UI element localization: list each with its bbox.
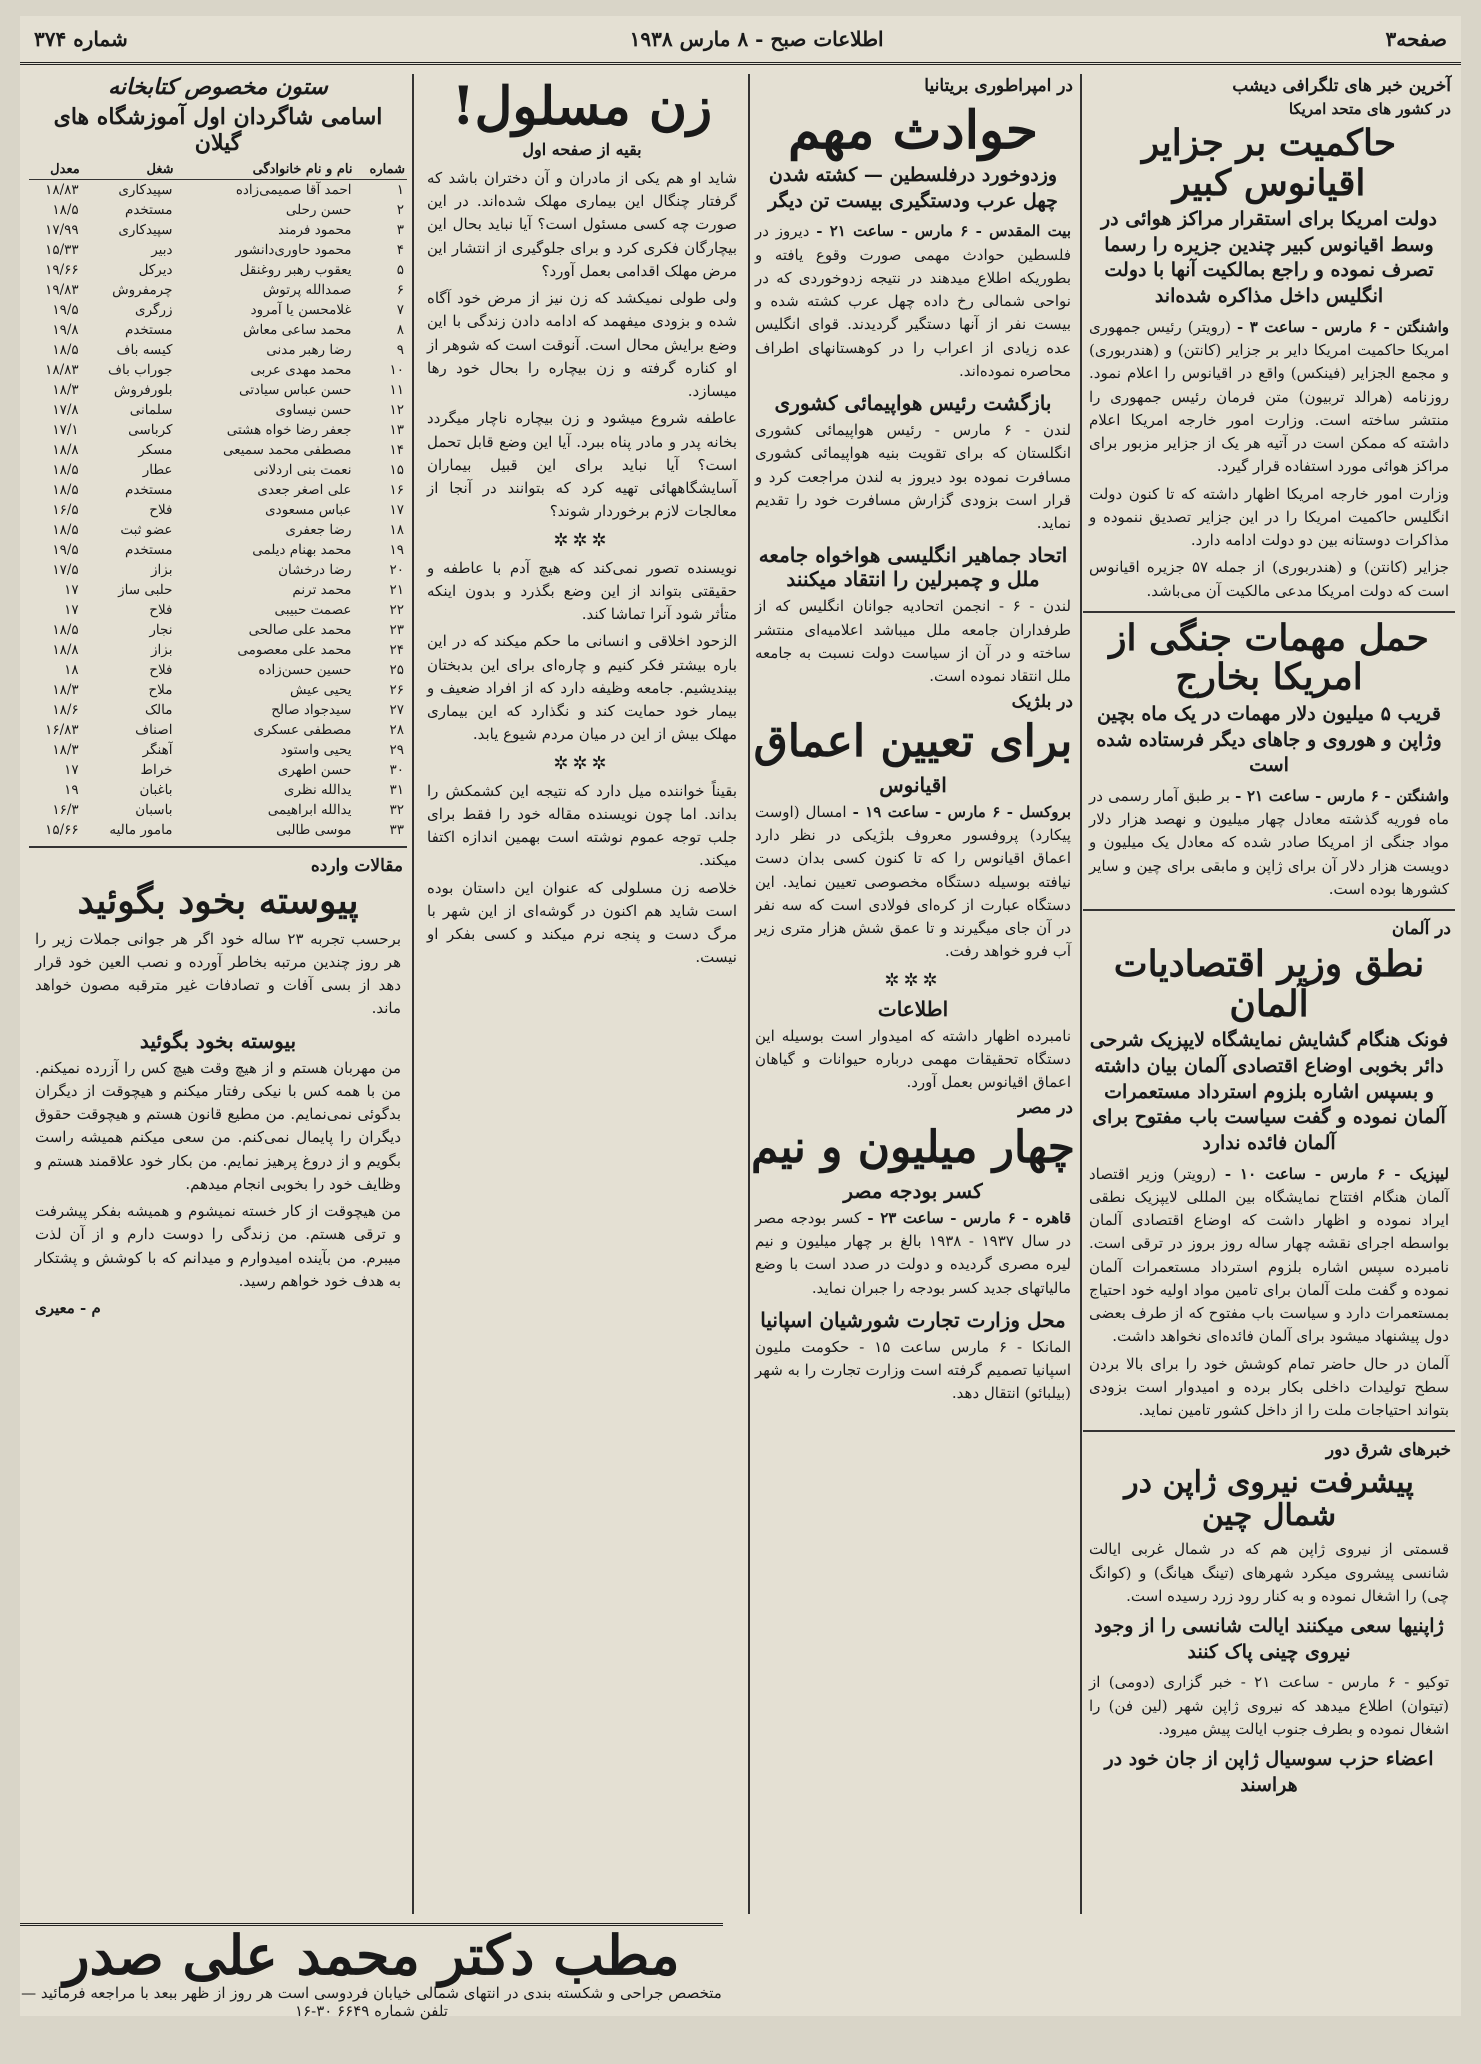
table-cell: جعفر رضا خواه هشتی xyxy=(226,422,352,438)
table-cell: ۱۸ xyxy=(64,662,79,678)
table-cell: ۲۳ xyxy=(389,622,404,638)
table-row xyxy=(29,780,407,800)
column-logo: ستون مخصوص کتابخانه xyxy=(108,74,328,100)
subheadline: ژاپنیها سعی میکنند ایالت شانسی را از وجود نیروی چینی پاک کنند xyxy=(1094,1615,1444,1663)
table-cell: ۹ xyxy=(396,342,404,358)
table-cell: ۱۸/۳ xyxy=(52,742,79,758)
table-row xyxy=(29,380,407,400)
table-cell: یدالله ابراهیمی xyxy=(267,802,352,818)
table-cell: کرباسی xyxy=(128,422,173,438)
table-cell: یعقوب رهبر روغنقل xyxy=(239,262,352,278)
table-cell: سپیدکاری xyxy=(118,182,173,198)
section-kicker: در بلژیک xyxy=(1011,692,1073,713)
table-cell: ۱۵/۳۳ xyxy=(45,242,79,258)
table-row xyxy=(29,240,407,260)
table-cell: عصمت حبیبی xyxy=(274,602,352,618)
table-row xyxy=(29,700,407,720)
table-row xyxy=(29,680,407,700)
section-kicker: آخرین خبر های تلگرافی دیشب xyxy=(1232,76,1451,96)
table-header: شماره xyxy=(354,160,407,180)
table-cell: ۲۶ xyxy=(389,682,404,698)
table-cell: مستخدم xyxy=(124,202,173,218)
table-row xyxy=(29,500,407,520)
table-row xyxy=(29,440,407,460)
table-cell: حسن عباس سیادتی xyxy=(238,382,352,398)
table-row xyxy=(29,600,407,620)
headline-ocean-depths: برای تعیین اعماق xyxy=(753,716,1073,768)
table-cell: ۱۸/۵ xyxy=(52,342,79,358)
table-cell: ۱۸/۵ xyxy=(52,522,79,538)
table-cell: ۱۸ xyxy=(389,522,404,538)
table-cell: مالک xyxy=(144,702,173,718)
table-cell: ۲۲ xyxy=(389,602,404,618)
article-body: عاطفه شروع میشود و زن بیچاره ناچار میگردد بخانه پدر و مادر پناه ببرد. آیا این وضع قابل تحمل است؟ آیا نباید برای این قبیل بیماران آسایشگاههائی تهیه کرد که بتوانند در آنجا از معالجات لازم برخوردار شوند؟ xyxy=(427,409,737,521)
table-cell: ۱۸/۶ xyxy=(52,702,79,718)
table-cell: ۱۸/۵ xyxy=(52,622,79,638)
table-row xyxy=(29,820,407,840)
table-cell: حسن اطهری xyxy=(277,762,352,778)
continued-label: بقیه از صفحه اول xyxy=(522,140,642,160)
table-cell: بلورفروش xyxy=(113,382,173,398)
column-empire-news xyxy=(749,74,1077,1914)
table-cell: یحیی واستود xyxy=(280,742,352,758)
table-cell: ۵ xyxy=(396,262,404,278)
table-row xyxy=(29,300,407,320)
ad-text: متخصص جراحی و شکسته بندی در انتهای شمالی خیابان فردوسی است هر روز از ظهر ببعد با مراجعه فرمائید — تلفن شماره ۶۶۴۹ ۳۰-۱۶ xyxy=(21,1984,722,2020)
table-cell: حلبی ساز xyxy=(118,582,173,598)
article-body: آلمان در حال حاضر تمام کوشش خود را برای بالا بردن سطح تولیدات داخلی بکار برده و امیدوار است بزودی بتواند احتیاجات ملت را از داخل کشور تامین نماید. xyxy=(1089,1354,1449,1419)
section-kicker: خبرهای شرق دور xyxy=(1325,1440,1451,1461)
table-cell: کیسه باف xyxy=(116,342,173,358)
table-cell: ۱۷/۵ xyxy=(52,562,79,578)
table-cell: ۱۷/۸ xyxy=(52,402,79,418)
table-cell: ۲ xyxy=(396,202,404,218)
headline-german-economy: نطق وزیر اقتصادیات آلمان xyxy=(1113,943,1425,1025)
table-cell: مصطفی محمد سمیعی xyxy=(223,442,352,458)
table-cell: ۲۰ xyxy=(389,562,404,578)
page-label: صفحه۳ xyxy=(1385,27,1447,51)
table-cell: ۷ xyxy=(396,302,404,318)
table-cell: مستخدم xyxy=(124,322,173,338)
table-cell: ۱۸/۸۳ xyxy=(45,362,79,378)
table-cell: ۱۱ xyxy=(389,382,404,398)
subheadline: دولت امریکا برای استقرار مراکز هوائی در وسط اقیانوس کبیر چندین جزیره را رسما تصرف نموده و راجع بمالکیت آنها با دولت انگلیس داخل مذاکره شده‌اند xyxy=(1100,208,1438,308)
table-cell: ۱۹ xyxy=(64,782,79,798)
headline-japan-china: پیشرفت نیروی ژاپن در شمال چین xyxy=(1124,1465,1414,1534)
table-cell: محمد علی صالحی xyxy=(248,622,352,638)
newspaper-page xyxy=(20,16,1461,2020)
article-body: لیپزیک - ۶ مارس - ساعت ۱۰ - (رویتر) وزیر اقتصاد آلمان هنگام افتتاح نمایشگاه بین المللی لایپزیک نطقی ایراد نموده و اظهار داشت که اوضاع اقتصادی آلمان بواسطه اجرای نقشه چهار ساله روز بروز در ترقی است. نامبرده سپس اشاره بلزوم استرداد مستعمرات آلمان نموده و گفت ملت آلمان برای تامین مواد اولیه خود احتیاج بمستعمرات دارد و سیاست باب مفتوح که از طرف بعضی دول پیشنهاد میشود برای آلمان فائده‌ای نخواهد داشت. xyxy=(1089,1164,1450,1346)
table-cell: یحیی عیش xyxy=(290,682,352,698)
table-row xyxy=(29,540,407,560)
divider xyxy=(29,846,407,848)
headline-arms-shipments: حمل مهمات جنگی از امریکا بخارج xyxy=(1109,616,1429,699)
table-cell: اصناف xyxy=(135,722,173,738)
table-cell: رضا جعفری xyxy=(285,522,352,538)
masthead xyxy=(20,16,1461,65)
section-kicker: در آلمان xyxy=(1391,919,1451,940)
table-cell: ۱۵ xyxy=(389,462,404,478)
table-row xyxy=(29,340,407,360)
section-kicker: در امپراطوری بریتانیا xyxy=(924,76,1073,96)
table-cell: عضو ثبت xyxy=(120,522,173,538)
article-body: لندن - ۶ - انجمن اتحادیه جوانان انگلیس که از طرفداران جامعه ملل میباشد اعلامیه‌ای منتشر ساخته و در آن از سیاست دولت نسبت به جامعه ملل انتقاد نموده است. xyxy=(755,597,1071,686)
table-cell: چرمفروش xyxy=(112,282,173,298)
table-cell: غلامحسن یا آمرود xyxy=(250,302,352,318)
table-cell: ۱۷/۱ xyxy=(52,422,79,438)
table-row xyxy=(29,640,407,660)
table-cell: فلاح xyxy=(149,502,173,518)
table-header: نام و نام خانوادگی xyxy=(175,160,354,180)
table-row xyxy=(29,620,407,640)
article-body: المانکا - ۶ مارس ساعت ۱۵ - حکومت ملیون اسپانیا تصمیم گرفته است وزارت تجارت را به شهر (بیلبائو) انتقال دهد. xyxy=(755,1337,1072,1403)
article-body: بقیناً خواننده میل دارد که نتیجه این کشمکش را بداند. اما چون نویسنده مقاله خود را فقط برای جلب توجه عموم نوشته است بهمین اندازه اکتفا میکند. xyxy=(427,781,737,870)
headline-tell-yourself: پیوسته بخود بگوئید xyxy=(77,880,359,922)
ad-title: مطب دکتر محمد علی صدر xyxy=(63,1923,680,1987)
table-cell: سپیدکاری xyxy=(118,222,173,238)
subheadline: قریب ۵ میلیون دلار مهمات در یک ماه بچین وژاپن و هوروی و جاهای دیگر فرستاده شده است xyxy=(1096,702,1442,777)
table-cell: ۱۹/۶۶ xyxy=(45,262,79,278)
article-body: واشنگتن - ۶ مارس - ساعت ۳ - (رویتر) رئیس جمهوری امریکا حاکمیت امریکا دایر بر جزایر (کانتن) و (هندربوری) و مجمع الجزایر (فینکس) واقع در اقیانوس را اعلام نمود. روزنامه (هرالد تربیون) متن فرمان رئیس جمهوری را منتشر ساخته است. وزارت امور خارجه امریکا اعلام داشته که ممکن است در آتیه هر یک از جزایر مزبور برای مراکز هوائی مورد استفاده قرار گیرد. xyxy=(1089,317,1449,476)
table-row xyxy=(29,320,407,340)
table-cell: ۱۹/۵ xyxy=(52,542,79,558)
headline-pacific-islands: حاکمیت بر جزایر اقیانوس کبیر xyxy=(1141,122,1397,204)
table-cell: ۴ xyxy=(396,242,404,258)
article-body: من مهربان هستم و از هیچ وقت هیچ کس را آزرده نمیکنم. من با همه کس با نیکی رفتار میکنم و هیچوقت از دیگران بدگوئی نمی‌نمایم. من مطیع قانون هستم و هیچوقت حقوق دیگران را پایمال نمی‌کنم. من سعی میکنم همیشه راست بگویم و از دروغ پرهیز نمایم. من بکار خود علاقمند هستم و وظایف خود را بخوبی انجام میدهم. xyxy=(35,1058,401,1193)
column-students xyxy=(29,74,407,1914)
table-cell: ۲۹ xyxy=(389,742,404,758)
students-table xyxy=(29,160,407,840)
minor-headline: بیوسته بخود بگوئید xyxy=(139,1028,297,1053)
divider xyxy=(1083,611,1455,613)
table-cell: رضا درخشان xyxy=(278,562,352,578)
table-cell: محمد مهدی عربی xyxy=(250,362,352,378)
table-cell: مصطفی عسکری xyxy=(253,722,352,738)
table-row xyxy=(29,180,407,201)
subheadline: اعضاء حزب سوسیال ژاپن از جان خود در هراسند xyxy=(1104,1748,1434,1796)
table-cell: رضا رهبر مدنی xyxy=(266,342,352,358)
table-cell: ۳۳ xyxy=(389,822,404,838)
article-body: شاید او هم یکی از مادران و آن دختران باشد که گرفتار چنگال این بیماری مهلک شده‌اند. در این صورت چه کسی مسئول است؟ آیا نباید بحال این بیچارگان فکری کرد و برای جلوگیری از انتشار این مرض مهلک اقدامی بعمل آورد؟ xyxy=(427,168,737,280)
table-cell: دیرکل xyxy=(138,262,173,278)
table-header: معدل xyxy=(29,160,82,180)
table-cell: ۱۶/۳ xyxy=(52,802,79,818)
paper-title-date: اطلاعات صبح - ۸ مارس ۱۹۳۸ xyxy=(629,27,884,51)
table-cell: ۱۹ xyxy=(389,542,404,558)
table-cell: عباس مسعودی xyxy=(265,502,352,518)
table-cell: ۳ xyxy=(396,222,404,238)
table-cell: جوراب باف xyxy=(108,362,173,378)
article-body: الزحود اخلاقی و انسانی ما حکم میکند که در این باره بیشتر فکر کنیم و چاره‌ای برای این بدبختان بیندیشیم. جامعه وظیفه دارد که از افراد ضعیف و بیمار خود حمایت کند و نگذارد که این بیماری مهلک بیش از این در میان مردم شیوع یابد. xyxy=(427,632,737,744)
table-cell: ۱۳ xyxy=(389,422,404,438)
table-cell: ۱۸/۸ xyxy=(52,642,79,658)
article-body: قسمتی از نیروی ژاپن هم که در شمال غربی ایالت شانسی پیشروی میکرد شهرهای (تینگ هیانگ) و (کوانگ چی) را اشغال نموده و به کنار رود زرد رسیده است. xyxy=(1089,1540,1449,1605)
minor-headline: اقیانوس xyxy=(879,772,947,797)
column-story xyxy=(421,74,743,1914)
table-cell: ۱۶/۵ xyxy=(52,502,79,518)
table-cell: ۱۷/۹۹ xyxy=(45,222,79,238)
table-cell: ۱۹/۵ xyxy=(52,302,79,318)
table-cell: ۲۵ xyxy=(389,662,404,678)
table-cell: صمدالله پرتوش xyxy=(262,282,352,298)
table-cell: محمد ترنم xyxy=(292,582,352,598)
table-row xyxy=(29,360,407,380)
table-cell: ۸ xyxy=(396,322,404,338)
table-cell: ۱۶ xyxy=(389,482,404,498)
table-row xyxy=(29,660,407,680)
article-body: لندن - ۶ مارس - رئیس هواپیمائی کشوری انگلستان که برای تقویت بنیه هواپیمائی کشوری مسافرت نموده بود دیروز به لندن مراجعت کرد و قرار است بزودی گزارش مسافرت خود را تقدیم نماید. xyxy=(755,421,1072,533)
table-cell: محمود حاوری‌دانشور xyxy=(235,242,352,258)
subheadline: فونک هنگام گشایش نمایشگاه لایپزیک شرحی دائر بخوبی اوضاع اقتصادی آلمان بیان داشته و بسپس اشاره بلزوم استرداد مستعمرات آلمان نموده و گفت سیاست باب مفتوح برای آلمان فائده ندارد xyxy=(1089,1029,1449,1154)
table-cell: زرگری xyxy=(135,302,173,318)
section-kicker: مقالات وارده xyxy=(310,856,403,876)
table-cell: ۱۷ xyxy=(64,602,79,618)
table-cell: ۱۷ xyxy=(389,502,404,518)
table-row xyxy=(29,520,407,540)
table-row xyxy=(29,580,407,600)
column-world-news xyxy=(1083,74,1455,1914)
table-header: شغل xyxy=(82,160,176,180)
table-cell: ۱۸/۵ xyxy=(52,482,79,498)
table-row xyxy=(29,760,407,780)
table-cell: باغبان xyxy=(139,782,173,798)
article-body: خلاصه زن مسلولی که عنوان این داستان بوده است شاید هم اکنون در گوشه‌ای از این شهر با مرگ دست و پنجه نرم میکند و کسی بفکر او نیست. xyxy=(427,878,737,967)
table-cell: باسبان xyxy=(135,802,173,818)
table-cell: حسین حسن‌زاده xyxy=(258,662,352,678)
article-body: قاهره - ۶ مارس - ساعت ۲۳ - کسر بودجه مصر در سال ۱۹۳۷ - ۱۹۳۸ بالغ بر چهار میلیون و نیم لیره مصری گردیده و دولت در صدد است با وضع مالیاتهای جدید کسر بودجه را جبران نماید. xyxy=(755,1208,1072,1297)
minor-headline: بازگشت رئیس هواپیمائی کشوری xyxy=(774,391,1052,416)
table-cell: محمد علی معصومی xyxy=(237,642,352,658)
table-cell: ۱ xyxy=(396,182,404,198)
table-row xyxy=(29,400,407,420)
article-body: توکیو - ۶ مارس - ساعت ۲۱ - خبر گزاری (دومی) از (تیتوان) اطلاع میدهد که نیروی ژاپن شهر (لین فن) را اشغال نموده و بطرف جنوب ایالت پیش میرود. xyxy=(1089,1673,1449,1738)
roster-title: اسامی شاگردان اول آموزشگاه های گیلان xyxy=(53,104,383,156)
divider xyxy=(1083,909,1455,911)
minor-headline: اتحاد جماهیر انگلیسی هواخواه جامعه ملل و چمبرلین را انتقاد میکنند xyxy=(758,543,1068,592)
article-body: نویسنده تصور نمی‌کند که هیچ آدم با عاطفه و حقیقتی بتواند از این وضع بگذرد و بدون اینکه متأثر شود آنرا تماشا کند. xyxy=(427,558,737,624)
table-cell: مامور مالیه xyxy=(109,822,173,838)
table-cell: ۳۰ xyxy=(389,762,404,778)
article-body: جزایر (کانتن) و (هندربوری) از جمله ۵۷ جزیره اقیانوس است که دولت امریکا مدعی مالکیت آن می‌باشد. xyxy=(1089,558,1449,600)
table-cell: فلاح xyxy=(149,602,173,618)
minor-headline: اطلاعات xyxy=(877,996,949,1021)
article-body: ولی طولی نمیکشد که زن نیز از مرض خود آگاه شده و بزودی میفهمد که ادامه دادن زندگی با این وضع برایش محال است. آنوقت است که شوهر از او کناره گرفته و زن بیچاره را بحال خود رها میسازد. xyxy=(427,289,737,401)
table-cell: ۲۷ xyxy=(389,702,404,718)
table-cell: ۱۸/۵ xyxy=(52,202,79,218)
column-rule xyxy=(412,74,414,1914)
table-cell: نجار xyxy=(149,622,173,638)
table-cell: عطار xyxy=(142,462,173,478)
table-row xyxy=(29,420,407,440)
table-cell: ۳۱ xyxy=(389,782,404,798)
table-cell: ۶ xyxy=(396,282,404,298)
table-row xyxy=(29,260,407,280)
table-row xyxy=(29,720,407,740)
table-cell: دبیر xyxy=(151,242,173,258)
table-cell: ۱۲ xyxy=(389,402,404,418)
table-cell: آهنگر xyxy=(142,742,173,758)
table-cell: بزاز xyxy=(151,562,173,578)
table-cell: محمد ساعی معاش xyxy=(242,322,352,338)
article-body: من هیچوقت از کار خسته نمیشوم و همیشه بفکر پیشرفت و ترقی هستم. من زندگی را دوست دارم و از آن لذت میبرم. من بآینده امیدوارم و میدانم که با کوشش و پشتکار به هدف خود خواهم رسید. xyxy=(35,1202,401,1290)
article-body: بیت المقدس - ۶ مارس - ساعت ۲۱ - دیروز در فلسطین حوادث مهمی صورت وقوع یافته و بطوریکه اطلاع میدهند در نتیجه زدوخوردی که در نواحی شمالی رخ داده چهل عرب کشته شده و بیست نفر از آنها دستگیر گردیدند. قوای انگلیس عده زیادی از اعراب را در کوهستانهای اطراف محاصره نموده‌اند. xyxy=(755,222,1071,380)
table-cell: علی اصغر جعدی xyxy=(257,482,352,498)
headline-consumptive-woman: زن مسلول! xyxy=(451,76,713,137)
table-cell: مسکر xyxy=(138,442,173,458)
table-cell: ۱۸/۸۳ xyxy=(45,182,79,198)
article-body: نامبرده اظهار داشته که امیدوار است بوسیله این دستگاه تحقیقات مهمی درباره حیوانات و گیاهان اعماق اقیانوس بعمل آورد. xyxy=(755,1026,1071,1092)
table-cell: ۱۷ xyxy=(64,582,79,598)
table-cell: مستخدم xyxy=(124,542,173,558)
table-cell: محمود فرمند xyxy=(278,222,352,238)
table-cell: ۱۶/۸۳ xyxy=(45,722,79,738)
table-cell: حسن نیساوی xyxy=(275,402,352,418)
divider xyxy=(1083,1430,1455,1432)
article-body: وزارت امور خارجه امریکا اظهار داشته که تا کنون دولت انگلیس حاکمیت امریکا را در این جزایر تصدیق ننموده و مذاکرات دوستانه بین دو دولت ادامه دارد. xyxy=(1089,484,1449,549)
table-row xyxy=(29,280,407,300)
table-row xyxy=(29,480,407,500)
table-cell: ۲۱ xyxy=(389,582,404,598)
table-cell: نعمت بنی اردلانی xyxy=(253,462,352,478)
table-cell: فلاح xyxy=(149,662,173,678)
table-cell: ملاح xyxy=(148,682,173,698)
minor-headline: کسر بودجه مصر xyxy=(843,1178,983,1203)
table-cell: حسن رحلی xyxy=(285,202,352,218)
table-row xyxy=(29,560,407,580)
ornament-icon: ✲✲✲ xyxy=(884,969,942,991)
table-cell: ۱۵/۶۶ xyxy=(45,822,79,838)
article-body: واشنگتن - ۶ مارس - ساعت ۲۱ - بر طبق آمار رسمی در ماه فوریه گذشته معادل چهار میلیون و نهصد هزار دلار مواد جنگی از امریکا صادر شده که معادل یک میلیون و دویست هزار دلار آن برای ژاپن و مابقی برای چین و سایر کشورها بوده است. xyxy=(1089,786,1449,898)
table-cell: ۲۸ xyxy=(389,722,404,738)
table-cell: ۱۸/۸ xyxy=(52,442,79,458)
section-kicker: در کشور های متحد امریکا xyxy=(1288,100,1451,118)
table-cell: احمد آقا صمیمی‌زاده xyxy=(235,182,352,198)
ornament-icon: ✲✲✲ xyxy=(553,529,611,551)
column-rule xyxy=(1080,74,1082,1914)
article-body: بروکسل - ۶ مارس - ساعت ۱۹ - امسال (اوست پیکارد) پروفسور معروف بلژیکی در نظر دارد اعماق اقیانوس را که تا کنون کسی بدان دست نیافته بوسیله دستگاه مخصوصی تعیین نماید. این دستگاه عبارت از کره‌ای فولادی است که سه نفر در آن جای میگیرند و تا عمق شش هزار متری زیر آب فرو خواهد رفت. xyxy=(755,802,1072,961)
table-cell: ۳۲ xyxy=(389,802,404,818)
table-cell: محمد بهنام دیلمی xyxy=(252,542,352,558)
article-body: برحسب تجربه ۲۳ ساله خود اگر هر جوانی جملات زیر را هر روز چندین مرتبه بخاطر آورده و نصب العین خود قرار دهد از بسی آفات و تصادفات غیر مترقبه مصون خواهد ماند. xyxy=(35,929,401,1018)
issue-number: شماره ۳۷۴ xyxy=(34,27,128,51)
table-row xyxy=(29,220,407,240)
table-cell: ۱۴ xyxy=(389,442,404,458)
table-cell: موسی طالبی xyxy=(276,822,352,838)
clinic-advertisement xyxy=(20,1923,723,2020)
table-cell: ۱۸/۵ xyxy=(52,462,79,478)
table-cell: خراط xyxy=(140,762,173,778)
table-cell: ۲۴ xyxy=(389,642,404,658)
table-cell: بزاز xyxy=(151,642,173,658)
table-cell: سلمانی xyxy=(129,402,173,418)
headline-important-events: حوادث مهم xyxy=(787,100,1039,161)
author-signature: م - معیری xyxy=(35,1299,101,1318)
headline-four-and-half-million: چهار میلیون و نیم xyxy=(751,1122,1075,1174)
table-cell: ۱۰ xyxy=(389,362,404,378)
table-row xyxy=(29,460,407,480)
table-row xyxy=(29,740,407,760)
table-cell: سیدجواد صالح xyxy=(271,702,352,718)
table-cell: ۱۹/۸ xyxy=(52,322,79,338)
table-cell: ۱۹/۸۳ xyxy=(45,282,79,298)
table-row xyxy=(29,800,407,820)
table-cell: ۱۸/۳ xyxy=(52,682,79,698)
subheadline: وزدوخورد درفلسطین — کشته شدن چهل عرب ودستگیری بیست تن دیگر xyxy=(768,164,1058,212)
ornament-icon: ✲✲✲ xyxy=(553,752,611,774)
table-cell: ۱۸/۳ xyxy=(52,382,79,398)
table-cell: یدالله نظری xyxy=(283,782,352,798)
table-cell: مستخدم xyxy=(124,482,173,498)
table-cell: ۱۷ xyxy=(64,762,79,778)
table-row xyxy=(29,200,407,220)
section-kicker: در مصر xyxy=(1018,1098,1073,1119)
minor-headline: محل وزارت تجارت شورشیان اسپانیا xyxy=(760,1307,1066,1332)
